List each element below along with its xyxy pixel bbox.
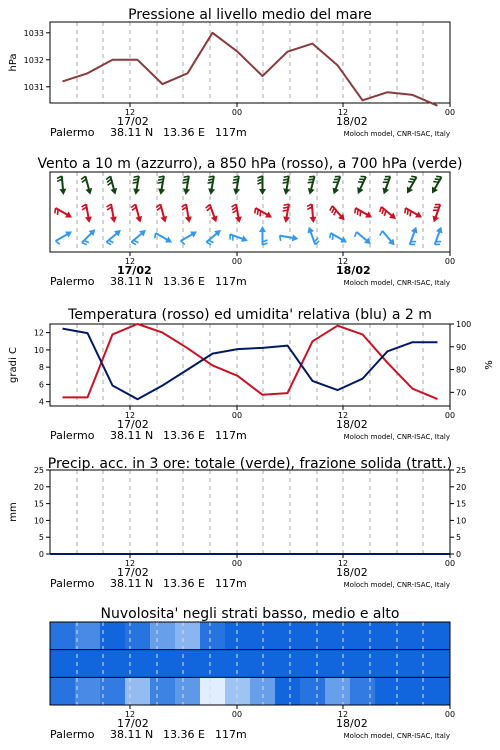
- wind-barb-1: [131, 203, 144, 224]
- cloud-cell: [350, 677, 375, 705]
- temp-ytick-label: 6: [38, 380, 44, 390]
- wind-barb-head: [211, 216, 220, 224]
- wind-barb-head: [411, 225, 420, 233]
- wind-barb-head: [330, 188, 339, 196]
- precip-ytick-right-label: 25: [456, 466, 467, 475]
- wind-barb-head: [241, 235, 249, 244]
- pressure-xtick-label: 00: [444, 108, 456, 117]
- wind-barb-1: [81, 204, 93, 224]
- wind-xtick-label: 00: [231, 257, 243, 266]
- wind-barb-head: [65, 211, 74, 220]
- cloud-cell: [200, 622, 225, 650]
- wind-barb-1: [156, 203, 169, 224]
- cloud-cell: [325, 622, 350, 650]
- precip-day-label: 18/02: [336, 566, 368, 579]
- cloud-cell: [200, 677, 225, 705]
- cloud-cell: [150, 622, 175, 650]
- wind-barb-head: [404, 187, 413, 196]
- pressure-title: Pressione al livello medio del mare: [128, 7, 372, 23]
- temp-ytick-label: 4: [38, 397, 44, 407]
- wind-barb-head: [190, 228, 199, 237]
- wind-day-label: 17/02: [117, 264, 152, 277]
- wind-barb-head: [305, 225, 314, 233]
- wind-barb-1: [53, 205, 74, 222]
- wind-barb-head: [429, 187, 438, 196]
- pressure-xtick-label: 00: [231, 108, 243, 117]
- wind-barb-2: [329, 175, 343, 196]
- cloud-cell: [125, 622, 150, 650]
- precip-ytick-label: 0: [38, 550, 44, 559]
- wind-barb-2: [403, 175, 420, 196]
- temp-ytick-right-label: 70: [456, 388, 467, 398]
- pressure-day-label: 17/02: [117, 115, 149, 128]
- wind-barb-0: [104, 227, 124, 246]
- cloud-day-label: 17/02: [117, 717, 149, 730]
- temp-ytick-right-label: 90: [456, 342, 467, 352]
- wind-barb-1: [106, 204, 118, 224]
- wind-barb-head: [380, 188, 389, 196]
- cloud-cell: [75, 622, 100, 650]
- wind-barb-head: [259, 189, 266, 195]
- pressure-xtick-label: 12: [337, 108, 349, 117]
- cloud-cell: [275, 622, 300, 650]
- precip-ytick-right-label: 0: [456, 550, 462, 559]
- pressure-ytick-label: 1032: [23, 55, 44, 65]
- wind-barb-head: [232, 188, 240, 195]
- wind-barb-head: [436, 225, 445, 233]
- cloud-cell: [50, 622, 75, 650]
- wind-barb-2: [281, 175, 293, 195]
- wind-barb-0: [79, 227, 98, 246]
- cloud-xtick-label: 00: [444, 710, 456, 719]
- cloud-cell: [50, 677, 75, 705]
- wind-barb-head: [160, 216, 168, 224]
- cloud-xtick-label: 12: [337, 710, 349, 719]
- wind-model-credit: Moloch model, CNR-ISAC, Italy: [343, 279, 450, 287]
- cloud-cell: [325, 677, 350, 705]
- cloud-cell: [125, 677, 150, 705]
- cloud-location-city: Palermo: [50, 728, 95, 741]
- temp-model-credit: Moloch model, CNR-ISAC, Italy: [343, 433, 450, 441]
- temp-location-alt: 117m: [215, 429, 247, 442]
- cloud-location-alt: 117m: [215, 728, 247, 741]
- cloud-cell: [100, 622, 125, 650]
- temp-ytick-label: 12: [33, 328, 44, 338]
- precip-ytick-label: 10: [33, 516, 44, 526]
- precip-ylabel: mm: [8, 502, 19, 522]
- precip-xtick-label: 00: [444, 559, 456, 568]
- precip-xtick-label: 12: [337, 559, 349, 568]
- wind-barb-head: [309, 217, 316, 224]
- cloud-location-lat: 38.11 N: [110, 728, 154, 741]
- wind-barb-head: [306, 188, 314, 196]
- wind-barb-1: [329, 204, 348, 224]
- wind-barb-feather: [379, 231, 384, 236]
- wind-barb-head: [292, 234, 299, 242]
- temp-location-lon: 13.36 E: [163, 429, 205, 442]
- wind-barb-head: [185, 216, 193, 223]
- wind-barb-head: [207, 188, 215, 195]
- cloud-model-credit: Moloch model, CNR-ISAC, Italy: [343, 732, 450, 740]
- pressure-series-line: [63, 33, 438, 106]
- wind-barb-2: [106, 175, 119, 196]
- cloud-cell: [175, 650, 200, 678]
- temp-xtick-label: 12: [337, 411, 349, 420]
- cloud-cell: [300, 650, 325, 678]
- pressure-day-label: 18/02: [336, 115, 368, 128]
- temp-title: Temperatura (rosso) ed umidita' relativa (blu) a 2 m: [68, 307, 432, 323]
- temp-xtick-label: 12: [124, 411, 136, 420]
- cloud-cell: [150, 677, 175, 705]
- wind-barb-head: [259, 226, 266, 232]
- precip-ytick-right-label: 5: [456, 533, 462, 543]
- temp-ytick-right-label: 100: [456, 320, 472, 329]
- precip-ytick-label: 5: [38, 533, 44, 543]
- pressure-location-alt: 117m: [215, 126, 247, 139]
- wind-barb-2: [231, 175, 243, 195]
- wind-barb-2: [258, 176, 267, 195]
- wind-barb-2: [156, 175, 168, 195]
- cloud-cell: [225, 622, 250, 650]
- wind-xtick-label: 12: [124, 257, 136, 266]
- pressure-ytick-label: 1033: [23, 28, 44, 38]
- wind-barb-head: [65, 228, 74, 237]
- wind-barb-head: [85, 216, 93, 223]
- precip-ytick-right-label: 15: [456, 499, 467, 509]
- wind-barb-head: [415, 211, 424, 220]
- cloud-cell: [175, 622, 200, 650]
- rh-series-line: [63, 329, 438, 400]
- wind-barb-head: [110, 188, 118, 196]
- precip-frame: [50, 470, 450, 554]
- wind-barb-head: [132, 188, 140, 195]
- cloud-cell: [225, 650, 250, 678]
- cloud-location-lon: 13.36 E: [163, 728, 205, 741]
- wind-barb-0: [54, 228, 75, 245]
- wind-barb-1: [403, 205, 424, 222]
- wind-barb-2: [57, 176, 67, 196]
- wind-barb-0: [279, 232, 299, 244]
- wind-barb-head: [355, 187, 364, 195]
- wind-barb-1: [429, 203, 443, 224]
- cloud-cell: [125, 650, 150, 678]
- wind-barb-head: [135, 216, 143, 224]
- wind-barb-1: [353, 205, 374, 222]
- wind-barb-head: [282, 188, 290, 195]
- precip-xtick-label: 12: [124, 559, 136, 568]
- wind-day-label: 18/02: [336, 264, 371, 277]
- cloud-cell: [425, 650, 450, 678]
- cloud-cell: [100, 650, 125, 678]
- cloud-cell: [200, 650, 225, 678]
- wind-barb-head: [110, 216, 118, 223]
- wind-barb-head: [165, 236, 174, 245]
- temp-ytick-label: 10: [33, 345, 44, 355]
- precip-location-lat: 38.11 N: [110, 577, 154, 590]
- cloud-cell: [75, 677, 100, 705]
- wind-barb-head: [157, 188, 165, 195]
- wind-barb-0: [328, 230, 349, 247]
- precip-ytick-right-label: 20: [456, 482, 467, 492]
- cloud-cell: [75, 650, 100, 678]
- wind-xtick-label: 12: [337, 257, 349, 266]
- wind-barb-head: [235, 216, 243, 223]
- precip-location-city: Palermo: [50, 577, 95, 590]
- cloud-cell: [275, 650, 300, 678]
- temp-day-label: 18/02: [336, 418, 368, 431]
- wind-location-lon: 13.36 E: [163, 275, 205, 288]
- cloud-title: Nuvolosita' negli strati basso, medio e alto: [100, 606, 400, 622]
- cloud-day-label: 18/02: [336, 717, 368, 730]
- wind-barb-1: [307, 204, 317, 224]
- wind-barb-1: [281, 203, 293, 223]
- temp-location-lat: 38.11 N: [110, 429, 154, 442]
- cloud-xtick-label: 12: [124, 710, 136, 719]
- precip-ytick-label: 20: [33, 482, 44, 492]
- cloud-cell: [150, 650, 175, 678]
- precip-xtick-label: 00: [231, 559, 243, 568]
- precip-ytick-label: 15: [33, 499, 44, 509]
- precip-location-alt: 117m: [215, 577, 247, 590]
- precip-day-label: 17/02: [117, 566, 149, 579]
- wind-barb-2: [428, 175, 445, 196]
- cloud-cell: [375, 622, 400, 650]
- temp-location-city: Palermo: [50, 429, 95, 442]
- cloud-cell: [350, 650, 375, 678]
- temp-xtick-label: 00: [444, 411, 456, 420]
- cloud-cell: [400, 622, 425, 650]
- wind-barb-head: [59, 189, 66, 196]
- wind-location-city: Palermo: [50, 275, 95, 288]
- wind-barb-head: [282, 216, 290, 223]
- wind-barb-2: [305, 175, 318, 196]
- temp-ytick-right-label: 80: [456, 365, 467, 375]
- wind-barb-2: [353, 175, 369, 196]
- pressure-location-city: Palermo: [50, 126, 95, 139]
- wind-barb-0: [228, 231, 249, 245]
- cloud-cell: [350, 622, 375, 650]
- precip-title: Precip. acc. in 3 ore: totale (verde), frazione solida (tratt.): [47, 456, 453, 472]
- precip-ytick-label: 25: [33, 466, 44, 475]
- wind-xtick-label: 00: [444, 257, 456, 266]
- cloud-cell: [425, 622, 450, 650]
- wind-barb-0: [431, 225, 445, 246]
- temp-ylabel-right: %: [484, 360, 495, 370]
- wind-barb-0: [153, 230, 174, 247]
- wind-barb-0: [129, 227, 149, 246]
- temp-ytick-label: 8: [38, 363, 44, 373]
- wind-barb-0: [379, 229, 398, 249]
- wind-barb-2: [206, 175, 218, 195]
- cloud-cell: [300, 677, 325, 705]
- wind-barb-head: [365, 211, 374, 220]
- wind-barb-2: [181, 175, 193, 195]
- cloud-cell: [275, 677, 300, 705]
- precip-location-lon: 13.36 E: [163, 577, 205, 590]
- wind-barb-0: [179, 228, 200, 245]
- wind-barb-head: [265, 211, 274, 220]
- pressure-location-lon: 13.36 E: [163, 126, 205, 139]
- temp-day-label: 17/02: [117, 418, 149, 431]
- wind-barb-0: [406, 225, 420, 246]
- wind-barb-1: [378, 204, 398, 223]
- temp-ylabel: gradi C: [8, 347, 19, 383]
- cloud-cell: [50, 650, 75, 678]
- cloud-cell: [400, 677, 425, 705]
- wind-title: Vento a 10 m (azzurro), a 850 hPa (rosso), a 700 hPa (verde): [37, 156, 463, 172]
- cloud-cell: [425, 677, 450, 705]
- cloud-cell: [400, 650, 425, 678]
- wind-barb-head: [340, 236, 349, 245]
- wind-location-lat: 38.11 N: [110, 275, 154, 288]
- pressure-xtick-label: 12: [124, 108, 136, 117]
- pressure-model-credit: Moloch model, CNR-ISAC, Italy: [343, 130, 450, 138]
- cloud-xtick-label: 00: [231, 710, 243, 719]
- cloud-cell: [250, 622, 275, 650]
- cloud-cell: [325, 650, 350, 678]
- wind-barb-head: [430, 216, 439, 224]
- wind-barb-1: [205, 203, 219, 224]
- precip-ytick-right-label: 10: [456, 516, 467, 526]
- pressure-ylabel: hPa: [8, 53, 19, 72]
- wind-barb-2: [131, 175, 143, 195]
- precip-model-credit: Moloch model, CNR-ISAC, Italy: [343, 581, 450, 589]
- wind-barb-0: [204, 227, 224, 246]
- wind-barb-2: [81, 175, 94, 196]
- wind-barb-0: [259, 226, 268, 245]
- cloud-cell: [225, 677, 250, 705]
- wind-location-alt: 117m: [215, 275, 247, 288]
- wind-barb-2: [379, 175, 393, 196]
- pressure-location-lat: 38.11 N: [110, 126, 154, 139]
- wind-barb-head: [85, 188, 93, 196]
- temp-xtick-label: 00: [231, 411, 243, 420]
- cloud-cell: [300, 622, 325, 650]
- cloud-cell: [175, 677, 200, 705]
- pressure-ytick-label: 1031: [23, 82, 44, 92]
- wind-barb-0: [305, 225, 319, 246]
- cloud-cell: [100, 677, 125, 705]
